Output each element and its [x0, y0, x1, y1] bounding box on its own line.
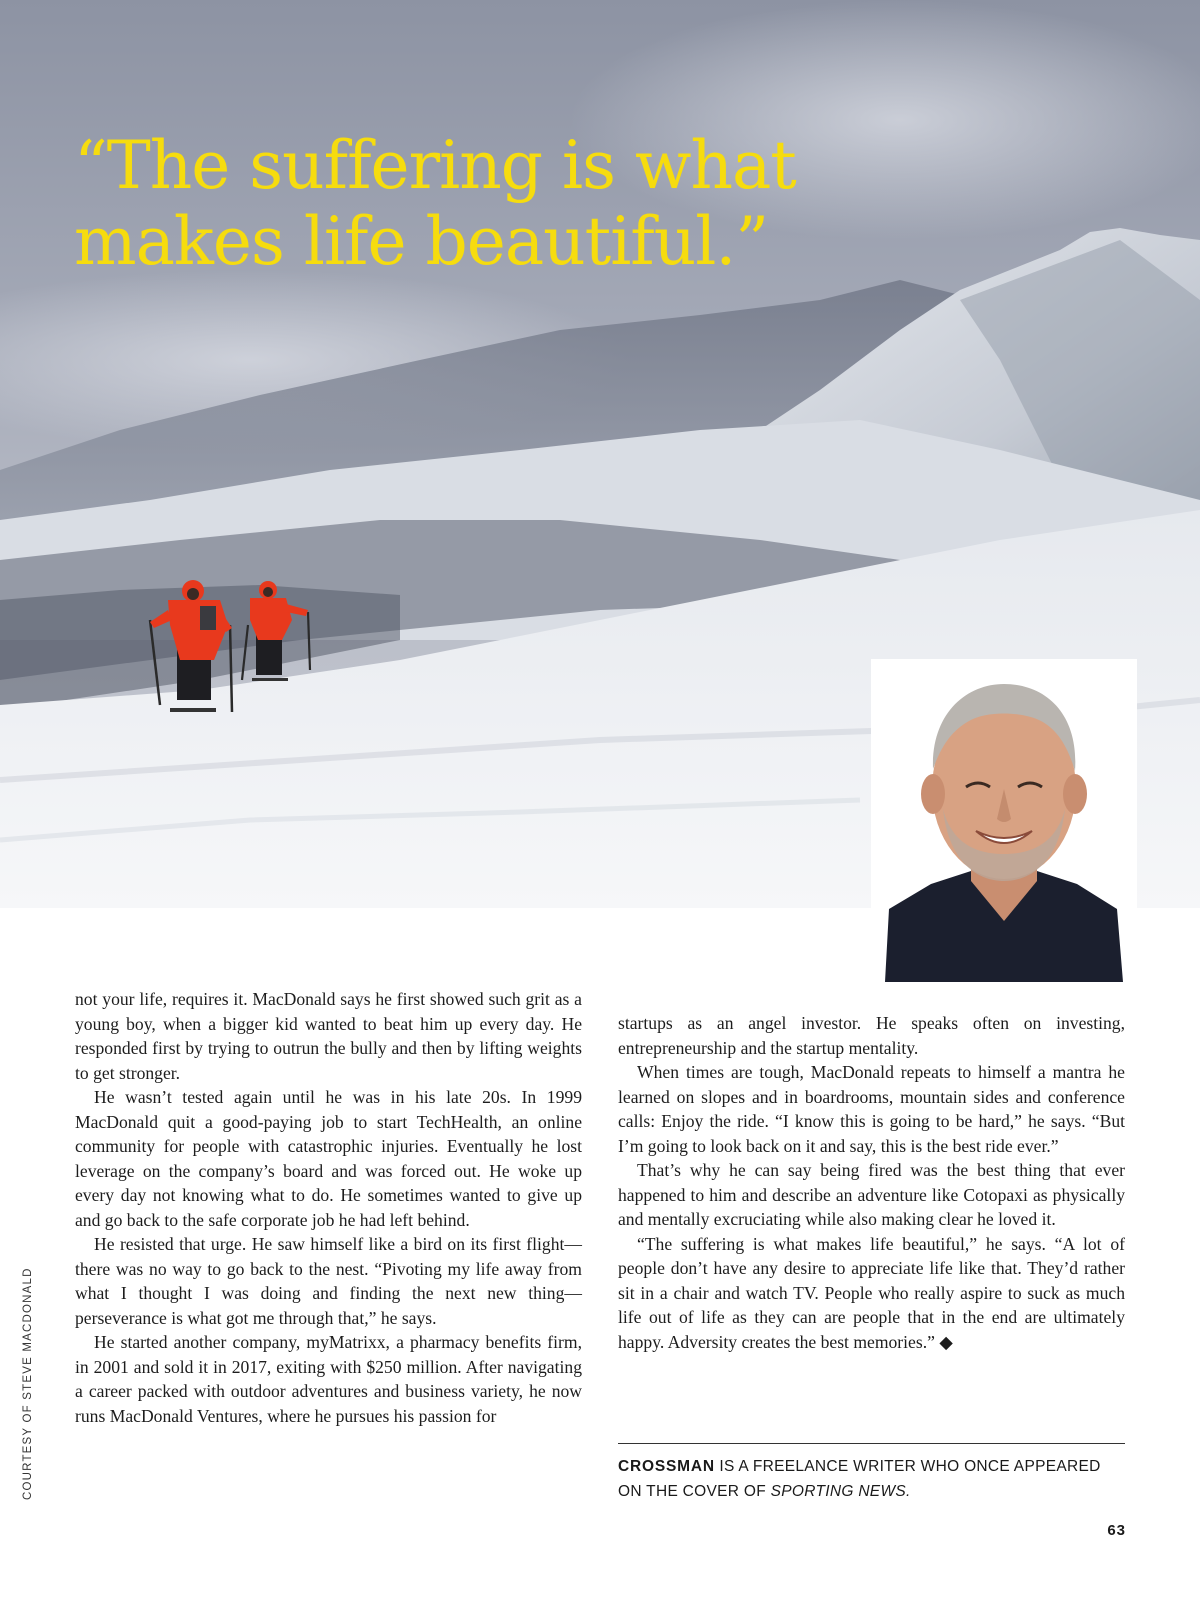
portrait-photo [871, 659, 1137, 982]
page-number: 63 [1107, 1522, 1126, 1539]
article-column-right [618, 1011, 1125, 1354]
bio-text: IS A FREELANCE WRITER WHO ONCE APPEARED ON THE COVER OF [618, 1458, 1101, 1500]
bio-divider [618, 1443, 1125, 1444]
paragraph: That’s why he can say being fired was the best thing that ever happened to him and describe an adventure like Cotopaxi as physically and mentally excruciating while also making clear he loved it. [618, 1160, 1125, 1229]
end-mark-icon: ◆ [939, 1331, 953, 1352]
article-column-left [75, 987, 582, 1428]
paragraph: not your life, requires it. MacDonald says he first showed such grit as a young boy, when a bigger kid wanted to beat him up every day. He responded first by trying to outrun the bully and then by lifting weights to get stronger. [75, 989, 582, 1083]
paragraph: When times are tough, MacDonald repeats to himself a mantra he learned on slopes and in boardrooms, mountain sides and conference calls: Enjoy the ride. “I know this is going to be hard,” he says. “But I’m going to look back on it and say, this is the best ride ever.” [618, 1062, 1125, 1156]
paragraph: He resisted that urge. He saw himself like a bird on its first flight—there was no way to go back to the nest. “Pivoting my life away from what I thought I was doing and finding the next new thing—perseverance is what got me through that,” he says. [75, 1234, 582, 1328]
pull-quote: “The suffering is what makes life beautiful.” [74, 127, 796, 280]
paragraph-last [618, 1232, 1125, 1355]
photo-credit: COURTESY OF STEVE MACDONALD [22, 1267, 34, 1500]
author-name: CROSSMAN [618, 1458, 715, 1475]
paragraph: He wasn’t tested again until he was in his late 20s. In 1999 MacDonald quit a good-paying job to start TechHealth, an online community for people with catastrophic injuries. Eventually he lost leverage on the company’s board and was forced out. He woke up every day not knowing what to do. He sometimes wanted to give up and go back to the safe corporate job he had left behind. [75, 1087, 582, 1230]
paragraph: He started another company, myMatrixx, a pharmacy benefits firm, in 2001 and sold it in 2017, exiting with $250 million. After navigating a career packed with outdoor adventures and business variety, he now runs MacDonald Ventures, where he pursues his passion for [75, 1332, 582, 1426]
publication-name: SPORTING NEWS. [770, 1483, 911, 1500]
paragraph-text: “The suffering is what makes life beautiful,” he says. “A lot of people don’t have any desire to appreciate life like that. They’d rather sit in a chair and watch TV. People who really aspire to suck as much life out of life as they can are people that in the end are ultimately happy. Adversity creates the best memories.” [618, 1233, 1125, 1352]
author-bio [618, 1454, 1125, 1504]
paragraph: startups as an angel investor. He speaks often on investing, entrepreneurship and the startup mentality. [618, 1013, 1125, 1058]
